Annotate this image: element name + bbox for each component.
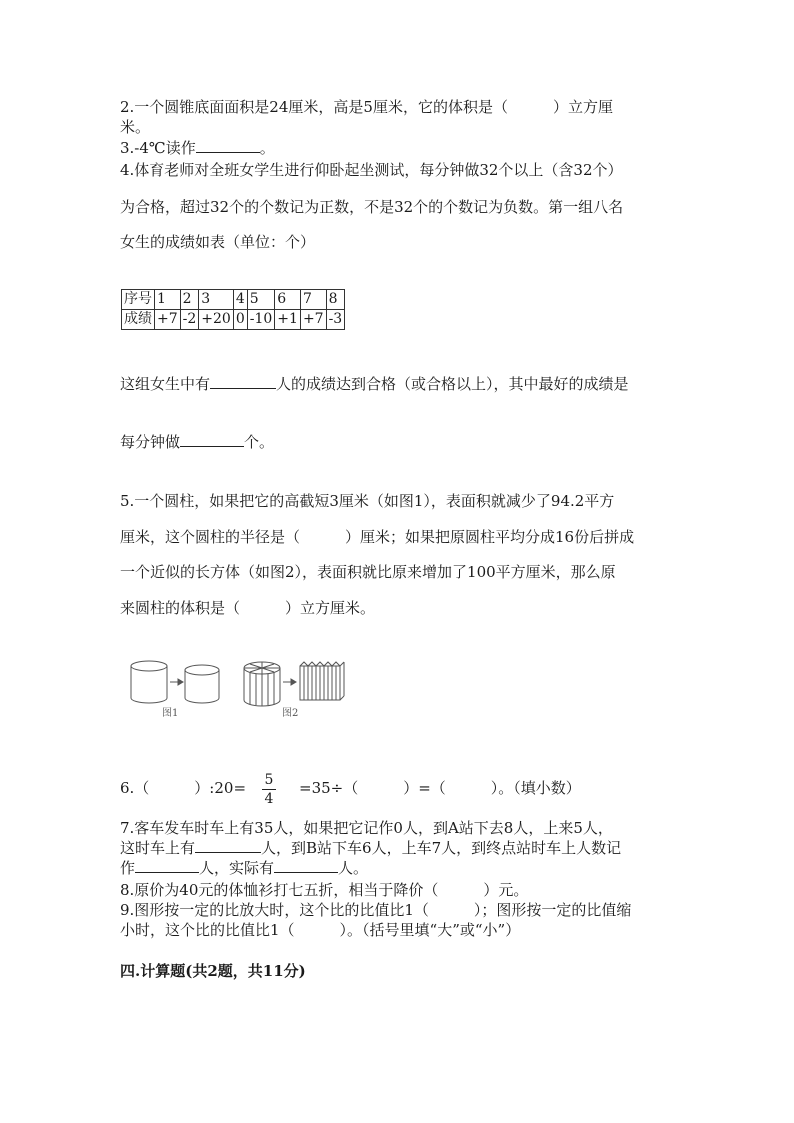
cylinder-figures xyxy=(128,656,358,724)
q4-blank1[interactable] xyxy=(210,374,276,389)
q6-fraction xyxy=(262,772,276,807)
table-row xyxy=(122,290,345,310)
score-table xyxy=(121,289,345,330)
table-cell: +7 xyxy=(300,310,326,330)
table-cell: +1 xyxy=(275,310,301,330)
q2-line1: 2.一个圆锥底面面积是24厘米，高是5厘米，它的体积是（ ）立方厘 xyxy=(120,98,613,116)
q4-line2: 为合格，超过32个的个数记为正数，不是32个的个数记为负数。第一组八名 xyxy=(120,198,624,216)
figure-2-label: 图2 xyxy=(282,708,299,719)
q3-line xyxy=(120,138,275,158)
q4-after2-text: 每分钟做 xyxy=(120,433,181,451)
figure-1-label: 图1 xyxy=(162,708,179,719)
q4-line1: 4.体育老师对全班女学生进行仰卧起坐测试，每分钟做32个以上（含32个） xyxy=(120,161,623,179)
table-cell: 2 xyxy=(180,290,199,310)
table-cell: 3 xyxy=(199,290,234,310)
q4-after1-rest: 人的成绩达到合格（或合格以上），其中最好的成绩是 xyxy=(276,375,629,393)
table-cell: -3 xyxy=(326,310,345,330)
q5-line4: 来圆柱的体积是（ ）立方厘米。 xyxy=(120,599,376,617)
q5-line3: 一个近似的长方体（如图2），表面积就比原来增加了100平方厘米，那么原 xyxy=(120,563,616,581)
fraction-denominator: 4 xyxy=(264,791,274,807)
table-cell: +7 xyxy=(155,310,181,330)
q9-line1: 9.图形按一定的比放大时，这个比的比值比1（ ）；图形按一定的比值缩 xyxy=(120,901,632,919)
table-header-label: 序号 xyxy=(122,290,155,310)
table-row-label: 成绩 xyxy=(122,310,155,330)
q3-text: 3.-4℃读作 xyxy=(120,139,196,157)
q3-end: 。 xyxy=(259,139,275,157)
q7-blank2[interactable] xyxy=(135,858,199,873)
q7-line3-mid: 人，实际有 xyxy=(199,859,275,877)
table-cell: 5 xyxy=(247,290,275,310)
table-row xyxy=(122,310,345,330)
q2-line2: 米。 xyxy=(120,118,151,136)
q7-blank1[interactable] xyxy=(195,838,261,853)
table-cell: -10 xyxy=(247,310,275,330)
q7-line3-rest: 人。 xyxy=(338,859,369,877)
table-cell: 7 xyxy=(300,290,326,310)
q7-line2-text: 这时车上有 xyxy=(120,839,196,857)
table-cell: 8 xyxy=(326,290,345,310)
table-cell: +20 xyxy=(199,310,234,330)
table-cell: 4 xyxy=(233,290,247,310)
q4-blank2[interactable] xyxy=(180,432,244,447)
fraction-bar xyxy=(262,789,276,790)
figure-2 xyxy=(244,662,344,706)
table-cell: 1 xyxy=(155,290,181,310)
q3-blank[interactable] xyxy=(196,138,260,153)
q7-line2 xyxy=(120,838,621,858)
table-cell: 0 xyxy=(233,310,247,330)
q6-pre: 6.（ ）:20= xyxy=(120,779,247,797)
q8-line: 8.原价为40元的体恤衫打七五折，相当于降价（ ）元。 xyxy=(120,881,529,899)
q4-after1-text: 这组女生中有 xyxy=(120,375,211,393)
table-cell: -2 xyxy=(180,310,199,330)
q6-post: =35÷（ ）=（ ）。（填小数） xyxy=(299,779,581,797)
q7-blank3[interactable] xyxy=(274,858,338,873)
q4-after1 xyxy=(120,374,629,394)
q4-after2 xyxy=(120,432,274,452)
q7-line3-text: 作 xyxy=(120,859,136,877)
table-cell: 6 xyxy=(275,290,301,310)
q5-line2: 厘米，这个圆柱的半径是（ ）厘米；如果把原圆柱平均分成16份后拼成 xyxy=(120,528,635,546)
q4-line3: 女生的成绩如表（单位：个） xyxy=(120,233,316,251)
q5-line1: 5.一个圆柱，如果把它的高截短3厘米（如图1），表面积就减少了94.2平方 xyxy=(120,492,615,510)
q4-after2-rest: 个。 xyxy=(244,433,275,451)
q7-line3 xyxy=(120,858,368,878)
q9-line2: 小时，这个比的比值比1（ ）。（括号里填“大”或“小”） xyxy=(120,921,521,939)
fraction-numerator: 5 xyxy=(264,772,274,788)
q7-line1: 7.客车发车时车上有35人，如果把它记作0人，到A站下去8人，上来5人， xyxy=(120,819,613,837)
figure-1 xyxy=(131,661,219,703)
section-heading: 四.计算题(共2题，共11分) xyxy=(120,962,306,980)
q7-line2-rest: 人，到B站下车6人，上车7人，到终点站时车上人数记 xyxy=(261,839,622,857)
